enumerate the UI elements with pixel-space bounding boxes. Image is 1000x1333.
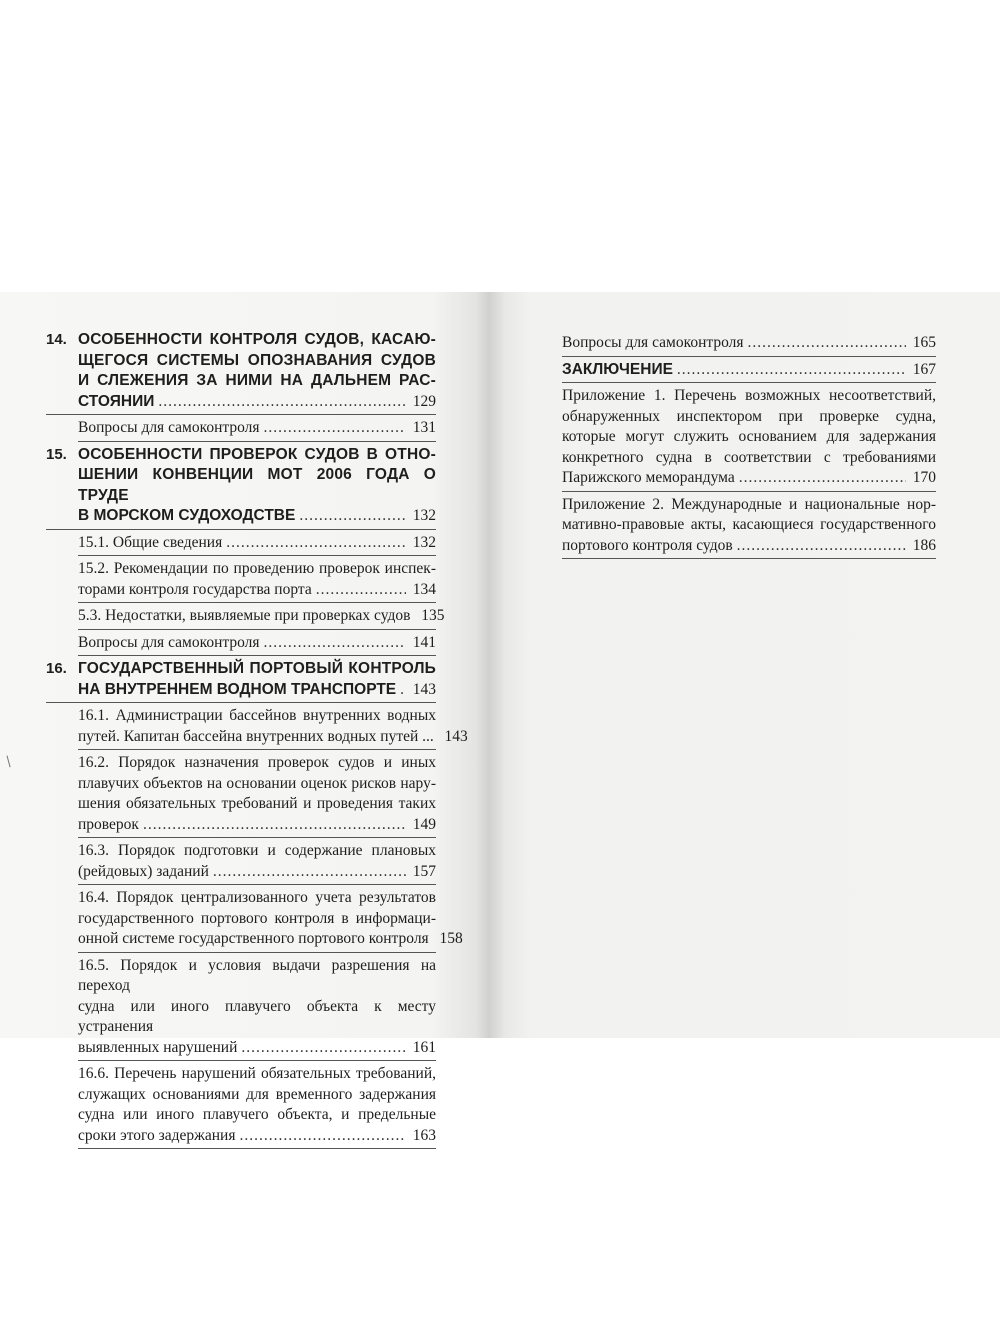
page-number: 143 <box>444 727 468 745</box>
entry-text-line: 16.2. Порядок назначения проверок судов и иных <box>78 754 436 771</box>
entry-divider <box>46 702 436 703</box>
entry-divider <box>562 382 936 383</box>
toc-entry[interactable] <box>46 888 463 950</box>
toc-entry[interactable] <box>46 606 445 627</box>
entry-divider <box>78 602 436 603</box>
entry-divider <box>78 749 436 750</box>
entry-text-line: Приложение 2. Международные и национальные нор- <box>562 495 936 513</box>
entry-last-line <box>562 333 936 354</box>
entry-last-line <box>562 536 936 557</box>
entry-text-line: выявленных нарушений <box>78 1038 238 1056</box>
entry-divider <box>562 558 936 559</box>
entry-text-line: ШЕНИИ КОНВЕНЦИИ МОТ 2006 ГОДА О ТРУДЕ <box>78 466 436 504</box>
page-number: 132 <box>412 507 436 524</box>
entry-divider <box>562 356 936 357</box>
entry-text-line: ЩЕГОСЯ СИСТЕМЫ ОПОЗНАВАНИЯ СУДОВ <box>78 351 436 369</box>
entry-text-line: ЗАКЛЮЧЕНИЕ <box>562 360 673 378</box>
toc-entry[interactable] <box>46 533 436 554</box>
entry-text-line: Вопросы для самоконтроля <box>78 633 260 651</box>
page-number: 158 <box>439 930 463 947</box>
toc-entry[interactable] <box>562 333 936 354</box>
entry-text-line: В МОРСКОМ СУДОХОДСТВЕ <box>78 507 296 524</box>
chapter-number: 14. <box>46 331 67 348</box>
entry-text-line: ОСОБЕННОСТИ ПРОВЕРОК СУДОВ В ОТНО- <box>78 445 436 463</box>
page-number: 135 <box>421 607 445 624</box>
entry-divider <box>78 629 436 630</box>
entry-text-line: шения обязательных требований и проведения таких <box>78 795 436 812</box>
entry-last-line <box>78 580 436 601</box>
leader-dots <box>213 862 406 883</box>
page-number: 134 <box>412 580 436 598</box>
entry-last-line <box>78 815 436 836</box>
page-number: 161 <box>412 1038 436 1056</box>
entry-text-line: судна или иного плавучего объекта к месту устранения <box>78 997 436 1035</box>
toc-entry[interactable] <box>46 706 468 747</box>
page-number: 167 <box>912 360 936 378</box>
entry-text-line: 16.3. Порядок подготовки и содержание плановых <box>78 842 436 859</box>
page-number: 163 <box>412 1126 436 1144</box>
toc-entry[interactable] <box>562 386 936 489</box>
entry-text-line: 16.1. Администрации бассейнов внутренних водных <box>78 707 436 724</box>
chapter-number: 16. <box>46 660 67 677</box>
entry-text-line: 16.6. Перечень нарушений обязательных требований, <box>78 1065 436 1082</box>
entry-text-line: 16.4. Порядок централизованного учета результатов <box>78 889 436 906</box>
entry-last-line <box>78 1038 436 1059</box>
page-number: 141 <box>412 633 436 651</box>
entry-last-line <box>78 533 436 554</box>
entry-text-line: плавучих объектов на основании оценок рисков нару- <box>78 774 436 792</box>
page-number: 186 <box>912 536 936 554</box>
entry-last-line <box>78 727 468 748</box>
entry-text-line: путей. Капитан бассейна внутренних водных путей ... <box>78 727 434 745</box>
entry-text-line: мативно-правовые акты, касающиеся государственного <box>562 516 936 533</box>
leader-dots <box>158 392 406 413</box>
entry-text-line: Парижского меморандума <box>562 469 735 486</box>
entry-last-line <box>78 392 436 413</box>
page-number: 131 <box>412 419 436 436</box>
leader-dots <box>739 468 906 489</box>
leader-dots <box>263 418 406 439</box>
entry-last-line <box>78 506 436 527</box>
toc-entry[interactable] <box>562 360 936 381</box>
chapter-number: 15. <box>46 445 67 463</box>
toc-chapter-entry[interactable] <box>46 659 436 700</box>
leader-dots <box>400 680 406 701</box>
entry-text-line: Вопросы для самоконтроля <box>562 334 744 351</box>
page-number: 157 <box>412 862 436 880</box>
entry-divider <box>46 529 436 530</box>
entry-last-line <box>78 606 445 627</box>
toc-entry[interactable] <box>46 1064 436 1146</box>
entry-divider <box>78 555 436 556</box>
entry-text-line: обнаруженных инспектором при проверке судна, <box>562 407 936 425</box>
entry-text-line: Вопросы для самоконтроля <box>78 419 260 436</box>
toc-left-column <box>46 330 468 1152</box>
toc-entry[interactable] <box>46 559 436 600</box>
entry-text-line: конкретного судна в соответствии с требованиями <box>562 448 936 466</box>
entry-divider <box>78 441 436 442</box>
leader-dots <box>677 360 906 381</box>
toc-chapter-entry[interactable] <box>46 330 436 412</box>
entry-text-line: 15.2. Рекомендации по проведению проверок инспек- <box>78 560 436 577</box>
entry-text-line: сроки этого задержания <box>78 1126 236 1144</box>
entry-text-line: государственного портового контроля в информаци- <box>78 909 436 927</box>
entry-divider <box>78 837 436 838</box>
leader-dots <box>241 1038 406 1059</box>
entry-last-line <box>78 680 436 701</box>
entry-last-line <box>78 418 436 439</box>
entry-divider <box>78 952 436 953</box>
toc-entry[interactable] <box>46 841 436 882</box>
entry-divider <box>46 414 436 415</box>
page-number: 143 <box>412 680 436 698</box>
entry-text-line: 15.1. Общие сведения <box>78 533 223 551</box>
entry-text-line: торами контроля государства порта <box>78 580 312 598</box>
entry-divider <box>78 1060 436 1061</box>
page-number: 165 <box>912 334 936 351</box>
entry-text-line: портового контроля судов <box>562 536 733 554</box>
entry-text-line: СТОЯНИИ <box>78 392 155 410</box>
entry-text-line: проверок <box>78 815 139 833</box>
entry-text-line: Приложение 1. Перечень возможных несоответствий, <box>562 387 936 404</box>
entry-text-line: судна или иного плавучего объекта, и предельные <box>78 1106 436 1123</box>
entry-last-line <box>78 633 436 654</box>
toc-entry[interactable] <box>46 753 436 835</box>
leader-dots <box>263 633 406 654</box>
entry-text-line: служащих основаниями для временного задержания <box>78 1085 436 1103</box>
entry-text-line: 5.3. Недостатки, выявляемые при проверках судов <box>78 607 411 624</box>
toc-entry[interactable] <box>46 633 436 654</box>
entry-text-line: которые могут служить основанием для задержания <box>562 428 936 445</box>
page-number: 170 <box>912 469 936 486</box>
entry-last-line <box>78 862 436 883</box>
leader-dots <box>737 536 906 557</box>
leader-dots <box>239 1126 406 1147</box>
leader-dots <box>747 333 906 354</box>
entry-text-line: И СЛЕЖЕНИЯ ЗА НИМИ НА ДАЛЬНЕМ РАС- <box>78 372 436 389</box>
page-number: 132 <box>412 533 436 551</box>
page-number: 129 <box>412 392 436 410</box>
leader-dots <box>143 815 406 836</box>
entry-divider <box>562 491 936 492</box>
entry-text-line: НА ВНУТРЕННЕМ ВОДНОМ ТРАНСПОРТЕ <box>78 680 397 698</box>
toc-right-column <box>562 330 936 562</box>
toc-chapter-entry[interactable] <box>46 445 436 527</box>
page-number: 149 <box>412 815 436 833</box>
leader-dots <box>299 506 406 527</box>
entry-text-line: онной системе государственного портового контроля <box>78 930 429 947</box>
entry-last-line <box>562 360 936 381</box>
toc-entry[interactable] <box>46 418 436 439</box>
leader-dots <box>316 580 406 601</box>
entry-divider <box>78 655 436 656</box>
entry-last-line <box>78 929 463 950</box>
entry-last-line <box>562 468 936 489</box>
entry-text-line: 16.5. Порядок и условия выдачи разрешения на переход <box>78 956 436 994</box>
entry-divider <box>78 884 436 885</box>
toc-entry[interactable] <box>46 956 436 1059</box>
entry-text-line: ГОСУДАРСТВЕННЫЙ ПОРТОВЫЙ КОНТРОЛЬ <box>78 660 436 677</box>
entry-text-line: ОСОБЕННОСТИ КОНТРОЛЯ СУДОВ, КАСАЮ- <box>78 331 436 348</box>
entry-last-line <box>78 1126 436 1147</box>
leader-dots <box>226 533 406 554</box>
entry-divider <box>78 1148 436 1149</box>
entry-text-line: (рейдовых) заданий <box>78 862 209 880</box>
toc-entry[interactable] <box>562 495 936 557</box>
